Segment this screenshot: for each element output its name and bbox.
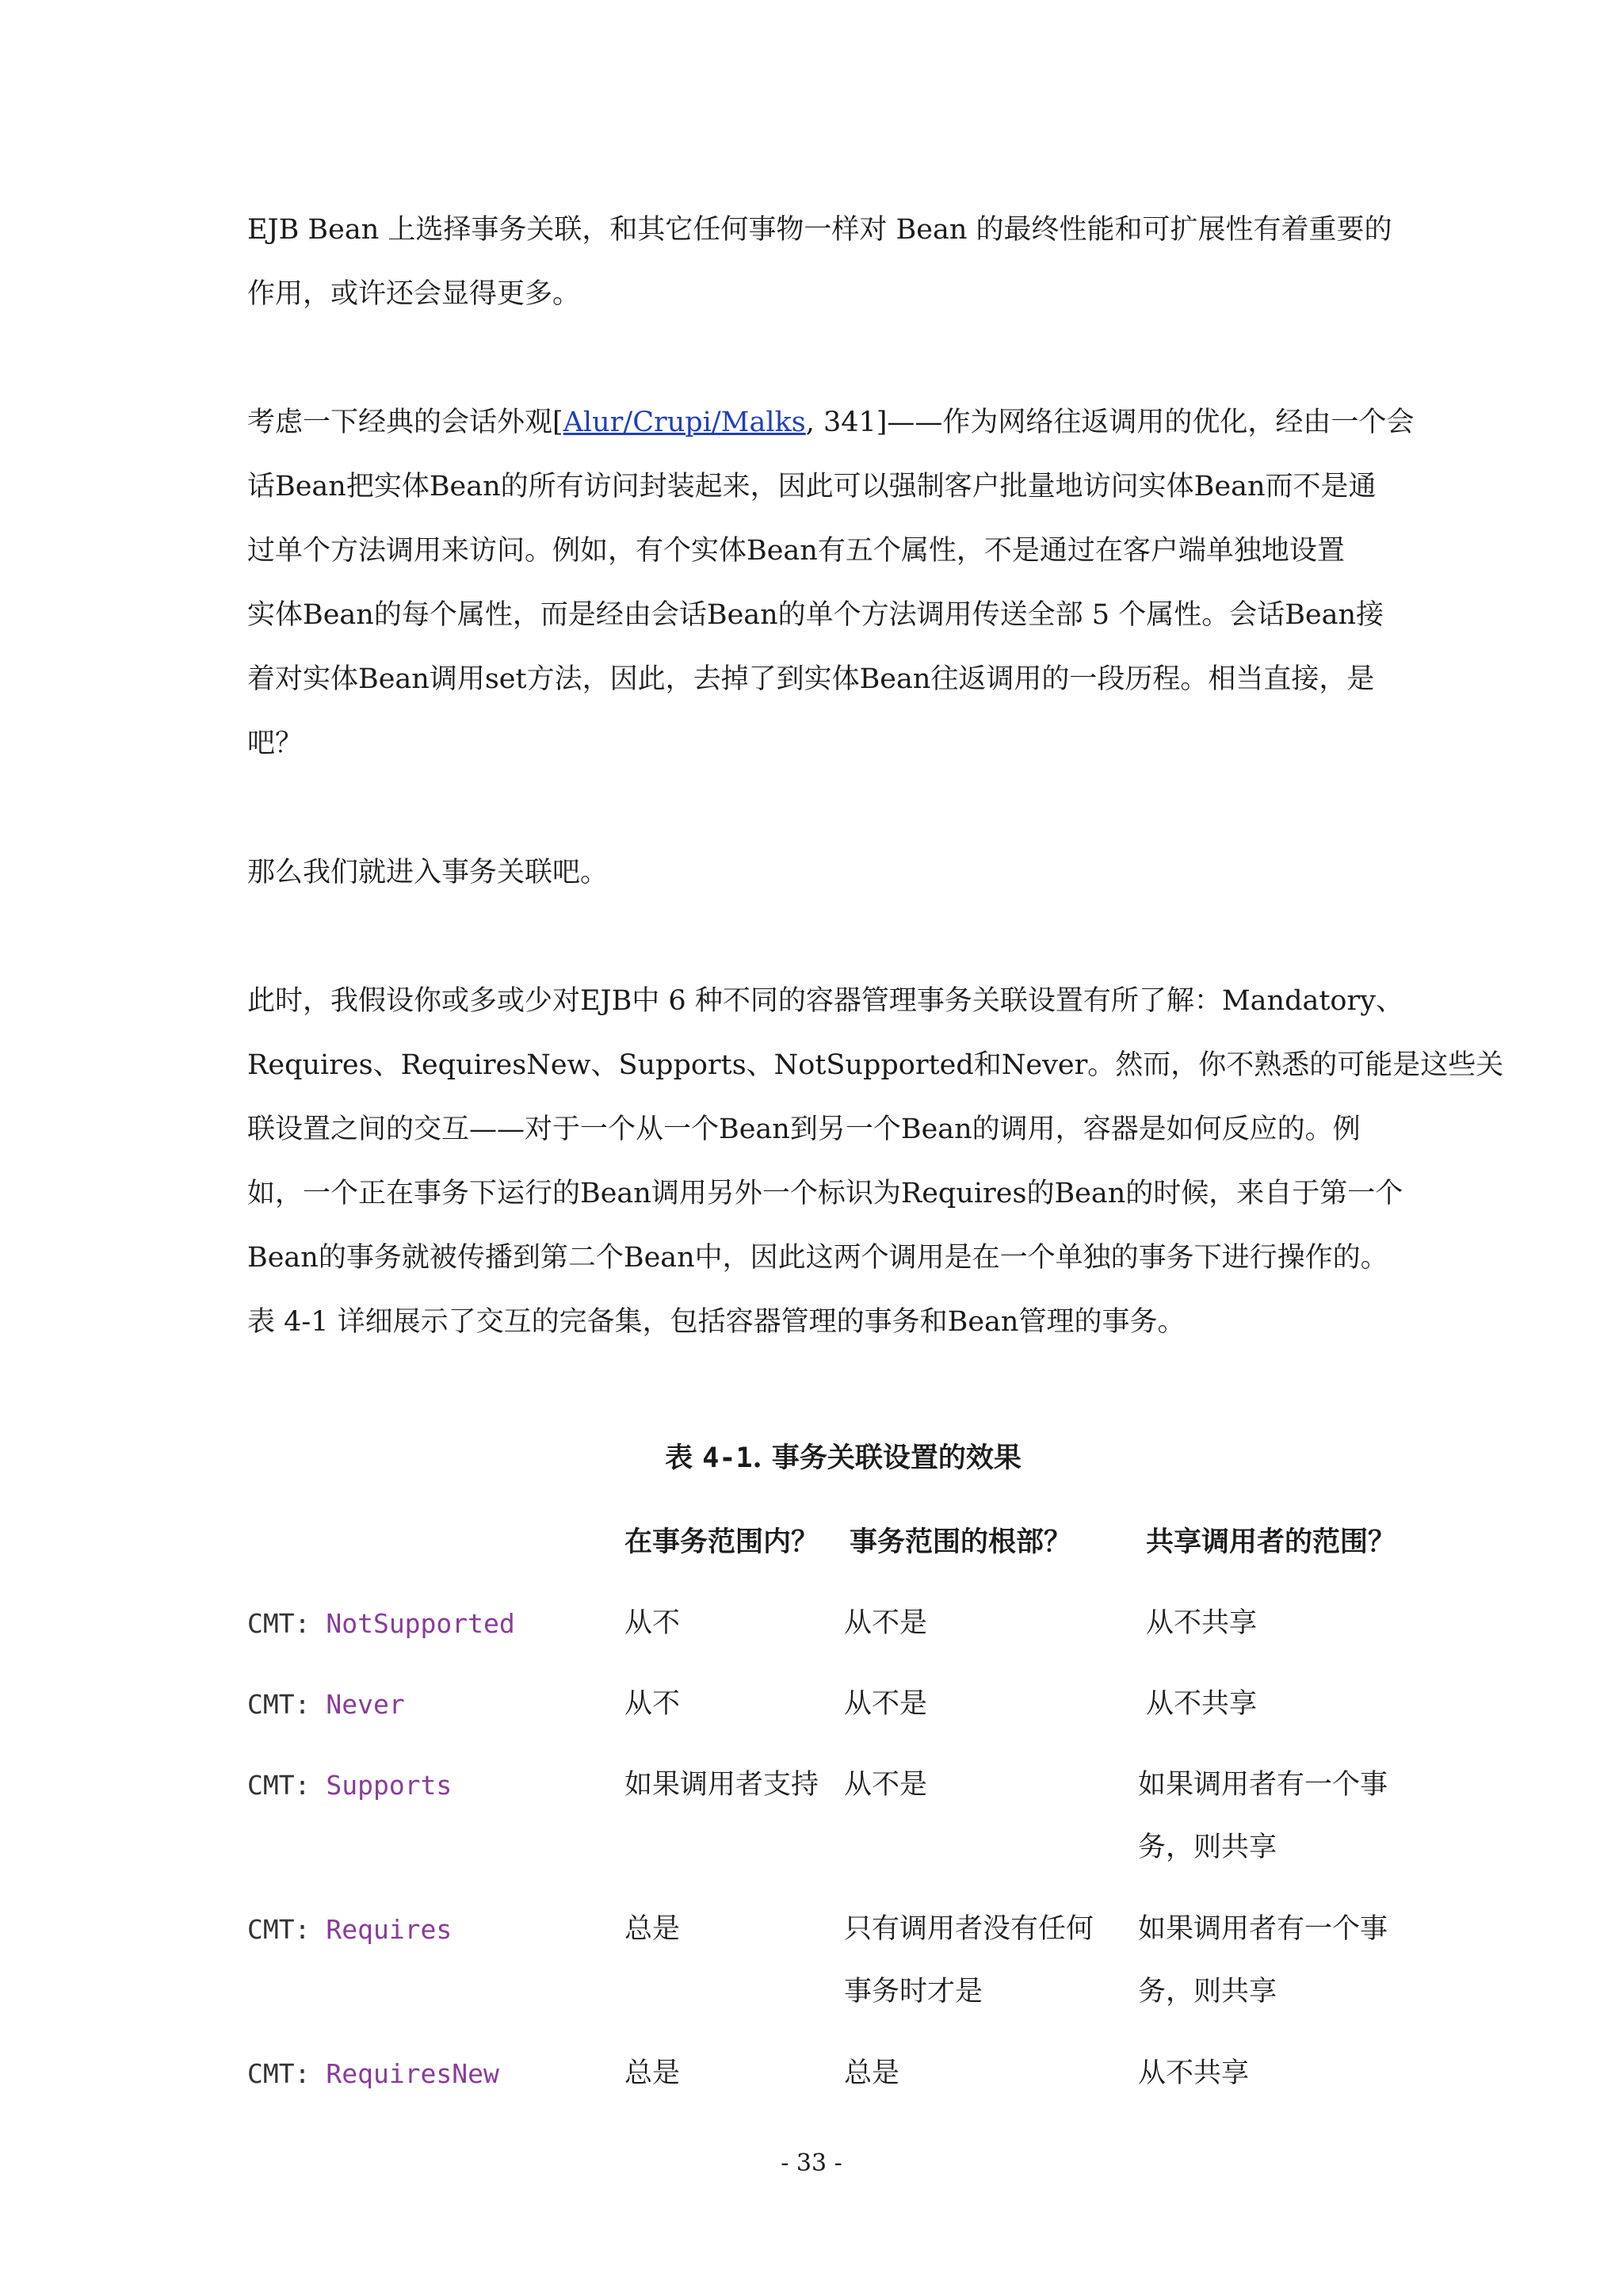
table-cell-share: 如果调用者有一个事	[1138, 1769, 1388, 1801]
setting-name: Never	[326, 1689, 405, 1720]
table-row-setting	[247, 1591, 515, 1656]
paragraph-1	[247, 198, 1392, 327]
table-header-share: 共享调用者的范围？	[1146, 1526, 1396, 1558]
paragraph-line: 表 4-1 详细展示了交互的完备集，包括容器管理的事务和Bean管理的事务。	[247, 1306, 1186, 1338]
setting-name: Requires	[326, 1914, 453, 1945]
table-cell-in-scope: 从不	[624, 1607, 681, 1639]
paragraph-3	[247, 841, 1388, 905]
paragraph-line: 如，一个正在事务下运行的Bean调用另外一个标识为Requires的Bean的时候，来自于第一个	[247, 1178, 1403, 1209]
paragraph-line: EJB Bean 上选择事务关联，和其它任何事物一样对 Bean 的最终性能和可扩展性有着重要的	[247, 214, 1392, 246]
paragraph-line: Requires、RequiresNew、Supports、NotSupported和Never。然而，你不熟悉的可能是这些关	[247, 1049, 1504, 1081]
setting-name: Supports	[326, 1770, 453, 1801]
table-cell-root: 从不是	[844, 1688, 928, 1720]
paragraph-line: 实体Bean的每个属性，而是经由会话Bean的单个方法调用传送全部 5 个属性。会话Bean接	[247, 599, 1384, 631]
table-row-setting	[247, 1672, 405, 1736]
setting-name: NotSupported	[326, 1608, 515, 1639]
paragraph-line: 吧？	[247, 728, 304, 759]
table-cell-share: 从不共享	[1138, 2057, 1250, 2089]
paragraph-2	[247, 391, 1415, 776]
caption-text: . 事务关联设置的效果	[752, 1442, 1022, 1474]
table-cell-root: 从不是	[844, 1607, 928, 1639]
table-cell-in-scope: 总是	[624, 1913, 681, 1945]
paragraph-line: 此时，我假设你或多或少对EJB中 6 种不同的容器管理事务关联设置有所了解：Mandatory、	[247, 985, 1403, 1017]
citation-link[interactable]: Alur/Crupi/Malks	[563, 407, 806, 438]
table-caption	[0, 1435, 1623, 1482]
paragraph-line: 作用，或许还会显得更多。	[247, 278, 581, 310]
cmt-prefix: CMT:	[247, 1608, 327, 1639]
table-cell-root-cont: 事务时才是	[844, 1976, 983, 2008]
table-cell-root: 只有调用者没有任何	[844, 1913, 1094, 1945]
caption-prefix: 表	[665, 1442, 703, 1474]
table-cell-share: 如果调用者有一个事	[1138, 1913, 1388, 1945]
table-header-in-scope: 在事务范围内？	[624, 1526, 819, 1558]
paragraph-line: 联设置之间的交互——对于一个从一个Bean到另一个Bean的调用，容器是如何反应的。例	[247, 1114, 1361, 1145]
table-cell-share: 从不共享	[1146, 1688, 1258, 1720]
table-cell-share-cont: 务，则共享	[1138, 1976, 1277, 2008]
table-cell-share: 从不共享	[1146, 1607, 1258, 1639]
page-number: - 33 -	[781, 2149, 842, 2177]
setting-name: RequiresNew	[326, 2058, 499, 2089]
table-header-root: 事务范围的根部？	[850, 1526, 1072, 1558]
cmt-prefix: CMT:	[247, 1689, 327, 1720]
table-row-setting	[247, 1753, 452, 1817]
cmt-prefix: CMT:	[247, 1914, 327, 1945]
table-cell-in-scope: 如果调用者支持	[624, 1769, 819, 1801]
line-prefix: 考虑一下经典的会话外观[	[247, 407, 563, 438]
caption-number: 4-1	[702, 1442, 753, 1474]
cmt-prefix: CMT:	[247, 1770, 327, 1801]
table-cell-in-scope: 从不	[624, 1688, 681, 1720]
table-cell-share-cont: 务，则共享	[1138, 1832, 1277, 1863]
line-suffix: , 341]——作为网络往返调用的优化，经由一个会	[805, 407, 1415, 438]
paragraph-line: 着对实体Bean调用set方法，因此，去掉了到实体Bean往返调用的一段历程。相当直接，是	[247, 663, 1375, 695]
table-row-setting	[247, 2042, 499, 2106]
cmt-prefix: CMT:	[247, 2058, 327, 2089]
paragraph-line: Bean的事务就被传播到第二个Bean中，因此这两个调用是在一个单独的事务下进行操作的。	[247, 1242, 1388, 1274]
table-cell-in-scope: 总是	[624, 2057, 681, 2089]
table-cell-root: 从不是	[844, 1769, 928, 1801]
paragraph-4	[247, 969, 1504, 1354]
paragraph-line: 过单个方法调用来访问。例如，有个实体Bean有五个属性，不是通过在客户端单独地设置	[247, 535, 1345, 567]
table-row-setting	[247, 1897, 452, 1962]
paragraph-line	[247, 391, 1415, 455]
paragraph-line: 那么我们就进入事务关联吧。	[247, 857, 609, 888]
paragraph-line: 话Bean把实体Bean的所有访问封装起来，因此可以强制客户批量地访问实体Bean而不是通	[247, 471, 1377, 502]
table-cell-root: 总是	[844, 2057, 900, 2089]
